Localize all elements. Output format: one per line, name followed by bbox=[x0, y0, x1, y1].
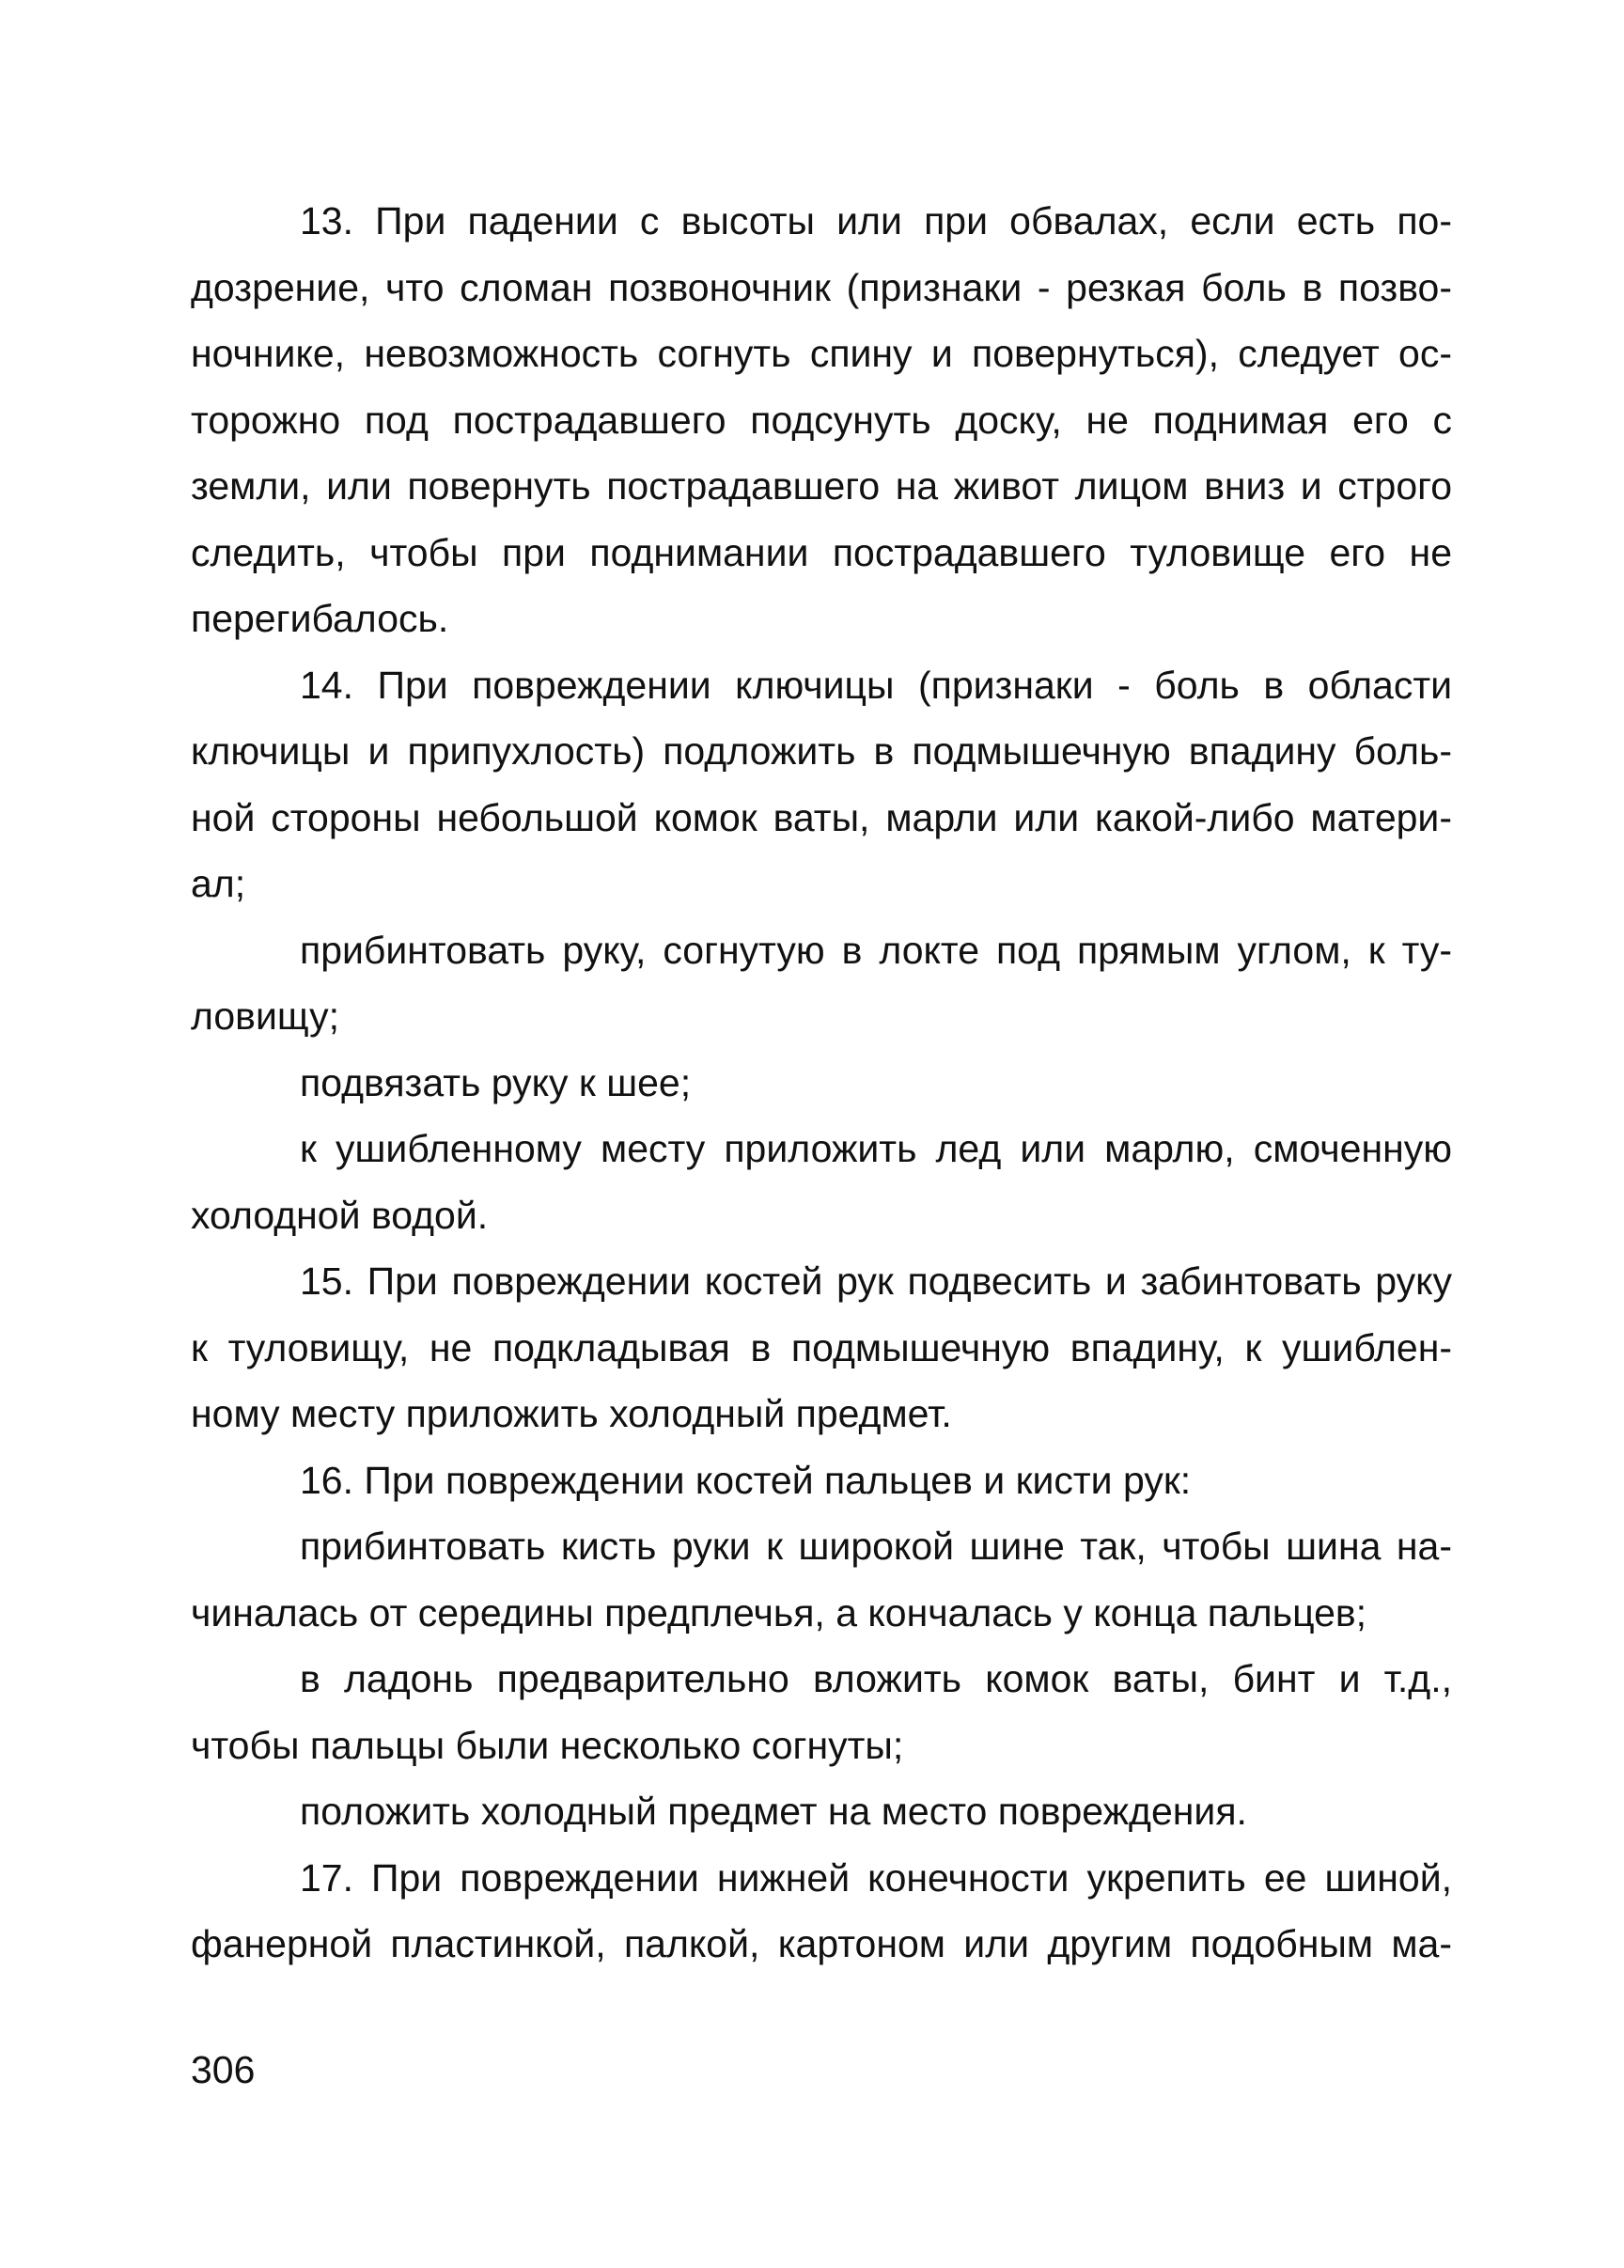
text-line-para-14-start: 14. При повреждении ключицы (признаки - боль в области bbox=[300, 663, 1452, 707]
text-line-para-17-start: 17. При повреждении нижней конечности укрепить ее шиной, bbox=[300, 1855, 1452, 1900]
text-line: перегибалось. bbox=[191, 597, 449, 640]
text-line: ночнике, невозможность согнуть спину и повернуться), следует ос- bbox=[191, 332, 1452, 375]
page-number: 306 bbox=[191, 2048, 256, 2091]
text-line: земли, или повернуть пострадавшего на живот лицом вниз и строго bbox=[191, 464, 1452, 508]
text-line-item-start: прибинтовать руку, согнутую в локте под прямым углом, к ту- bbox=[300, 928, 1452, 972]
body-text bbox=[191, 188, 1452, 1978]
text-line: ному месту приложить холодный предмет. bbox=[191, 1392, 952, 1435]
text-line-item-start: подвязать руку к шее; bbox=[300, 1060, 692, 1104]
text-line: ловищу; bbox=[191, 994, 339, 1038]
text-line-para-16-start: 16. При повреждении костей пальцев и кисти рук: bbox=[300, 1458, 1192, 1502]
text-line: ал; bbox=[191, 862, 246, 905]
text-line: торожно под пострадавшего подсунуть доску, не поднимая его с bbox=[191, 398, 1452, 442]
text-line: ключицы и припухлость) подложить в подмышечную впадину боль- bbox=[191, 729, 1452, 773]
text-line: следить, чтобы при поднимании пострадавшего туловище его не bbox=[191, 530, 1452, 574]
text-line-para-15-start: 15. При повреждении костей рук подвесить и забинтовать руку bbox=[300, 1259, 1452, 1303]
text-line-item-start: прибинтовать кисть руки к широкой шине так, чтобы шина на- bbox=[300, 1525, 1452, 1568]
text-line-para-13-start: 13. При падении с высоты или при обвалах, если есть по- bbox=[300, 199, 1452, 242]
text-line: к туловищу, не подкладывая в подмышечную впадину, к ушиблен- bbox=[191, 1325, 1452, 1369]
text-line-item-start: положить холодный предмет на место повреждения. bbox=[300, 1790, 1247, 1833]
text-line: чиналась от середины предплечья, а кончалась у конца пальцев; bbox=[191, 1590, 1367, 1635]
text-line: фанерной пластинкой, палкой, картоном или другим подобным ма- bbox=[191, 1922, 1452, 1965]
text-line-item-start: к ушибленному месту приложить лед или марлю, смоченную bbox=[300, 1127, 1452, 1170]
text-line: холодной водой. bbox=[191, 1193, 489, 1237]
text-line: чтобы пальцы были несколько согнуты; bbox=[191, 1723, 904, 1767]
text-line-item-start: в ладонь предварительно вложить комок ваты, бинт и т.д., bbox=[300, 1657, 1452, 1700]
text-line: дозрение, что сломан позвоночник (признаки - резкая боль в позво- bbox=[191, 265, 1452, 309]
text-line: ной стороны небольшой комок ваты, марли или какой-либо матери- bbox=[191, 795, 1452, 839]
